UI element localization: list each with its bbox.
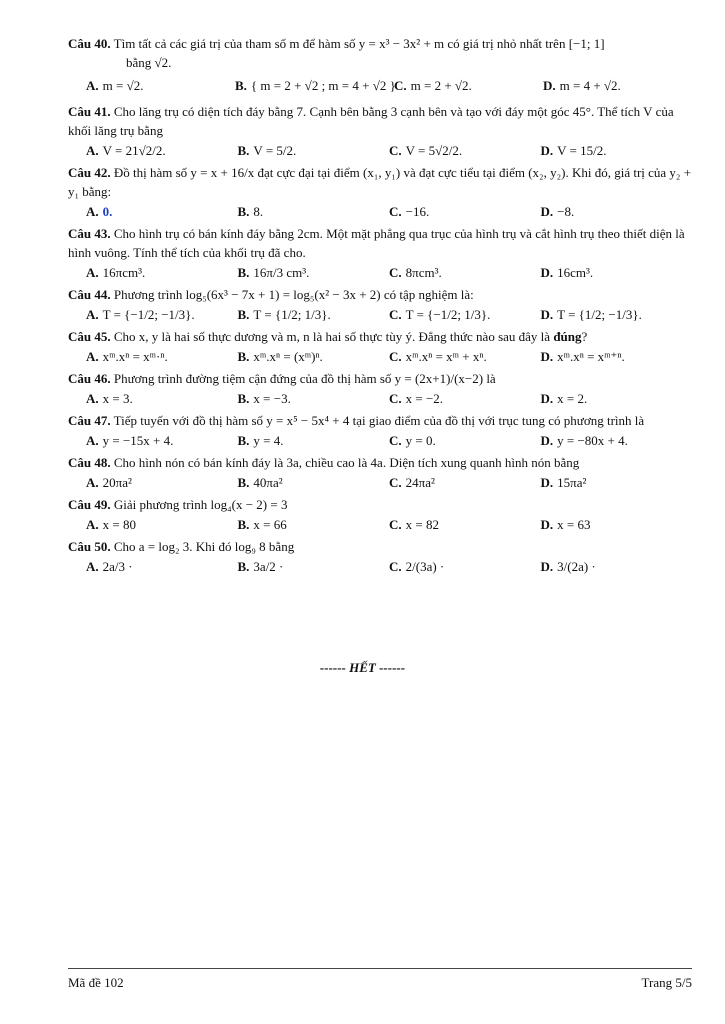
question-number: Câu 42. (68, 165, 111, 180)
option-b: B. 16π/3 cm³. (237, 265, 310, 280)
option-d: D. 15πa² (540, 475, 587, 490)
question-number: Câu 43. (68, 226, 111, 241)
option-c: C. T = {−1/2; 1/3}. (389, 307, 491, 322)
option-d: D. V = 15/2. (540, 143, 607, 158)
question-text: Giải phương trình log₄(x − 2) = 3 (113, 497, 288, 512)
option-b: B. xᵐ.xⁿ = (xᵐ)ⁿ. (237, 349, 323, 364)
option-a: A. m = √2. (86, 78, 144, 93)
question-number: Câu 48. (68, 455, 111, 470)
question-number: Câu 45. (68, 329, 111, 344)
option-b: B. x = −3. (237, 391, 291, 406)
question-text: Cho a = log₂ 3. Khi đó log₉ 8 bằng (113, 539, 295, 554)
option-d: D. y = −80x + 4. (540, 433, 628, 448)
option-b: B. 8. (237, 204, 264, 219)
option-c: C. −16. (389, 204, 430, 219)
option-c: C. V = 5√2/2. (389, 143, 463, 158)
emphasis-word: đúng (553, 329, 582, 344)
option-d: D. T = {1/2; −1/3}. (540, 307, 642, 322)
option-a: A. x = 80 (86, 517, 136, 532)
question-number: Câu 44. (68, 287, 111, 302)
exam-code: Mã đề 102 (68, 975, 124, 990)
question-50 (68, 537, 692, 556)
option-c: C. m = 2 + √2. (394, 78, 472, 93)
question-number: Câu 50. (68, 539, 111, 554)
option-c: C. x = 82 (389, 517, 439, 532)
option-b: B. 40πa² (237, 475, 283, 490)
question-text-continued: bằng √2. (126, 55, 172, 70)
option-a: A. xᵐ.xⁿ = xᵐ·ⁿ. (86, 349, 168, 364)
question-48 (68, 453, 692, 472)
option-c: C. 2/(3a) · (389, 559, 445, 574)
option-d: D. m = 4 + √2. (543, 78, 621, 93)
option-a: A. V = 21√2/2. (86, 143, 166, 158)
question-46 (68, 369, 692, 388)
option-a: A. x = 3. (86, 391, 133, 406)
option-a: A. 16πcm³. (86, 265, 146, 280)
question-text: Cho hình trụ có bán kính đáy bằng 2cm. Một mặt phẳng qua trục của hình trụ và cắt hình trụ theo thiết diện là hình vuông. Tính thể tích của khối trụ đã cho. (68, 226, 685, 260)
options-row (86, 305, 692, 325)
question-42 (68, 163, 692, 201)
question-number: Câu 41. (68, 104, 111, 119)
option-c: C. 24πa² (389, 475, 435, 490)
question-47 (68, 411, 692, 430)
options-row (86, 473, 692, 493)
options-row (86, 347, 692, 367)
option-b: B. T = {1/2; 1/3}. (237, 307, 331, 322)
options-row (86, 263, 692, 283)
question-45: Câu 45. Cho x, y là hai số thực dương và m, n là hai số thực tùy ý. Đẳng thức nào sau đây là đúng? (68, 329, 588, 344)
option-a: A. 0. (86, 204, 113, 219)
footer-divider (68, 968, 692, 969)
question-number: Câu 40. (68, 36, 111, 51)
option-c: C. 8πcm³. (389, 265, 442, 280)
question-text: Phương trình log₅(6x³ − 7x + 1) = log₅(x² − 3x + 2) có tập nghiệm là: (113, 287, 474, 302)
question-number: Câu 47. (68, 413, 111, 428)
question-text: Phương trình đường tiệm cận đứng của đồ thị hàm số y = (2x+1)/(x−2) là (113, 371, 496, 386)
question-41 (68, 102, 692, 140)
question-list (68, 34, 692, 579)
option-d: D. 16cm³. (540, 265, 594, 280)
question-text: Cho x, y là hai số thực dương và m, n là hai số thực tùy ý. Đẳng thức nào sau đây là (113, 329, 551, 344)
option-d: D. xᵐ.xⁿ = xᵐ⁺ⁿ. (540, 349, 625, 364)
question-text: Tìm tất cả các giá trị của tham số m để hàm số y = x³ − 3x² + m có giá trị nhỏ nhất trên [−1; 1] (113, 36, 605, 51)
options-row (86, 515, 692, 535)
option-a: A. T = {−1/2; −1/3}. (86, 307, 195, 322)
option-a: A. 2a/3 · (86, 559, 133, 574)
option-d: D. x = 63 (540, 517, 591, 532)
question-text: Cho lăng trụ có diện tích đáy bằng 7. Cạnh bên bằng 3 cạnh bên và tạo với đáy một góc 45°. Thể tích V của khối lăng trụ bằng (68, 104, 674, 138)
question-text: Tiếp tuyến với đồ thị hàm số y = x⁵ − 5x⁴ + 4 tại giao điểm của đồ thị với trục tung có phương trình là (113, 413, 645, 428)
option-c: C. x = −2. (389, 391, 444, 406)
end-marker: ------ HẾT ------ (319, 660, 406, 675)
question-number: Câu 46. (68, 371, 111, 386)
options-row (86, 202, 692, 222)
option-b: B. { m = 2 + √2 ; m = 4 + √2 } (235, 78, 396, 93)
options-row (86, 389, 692, 409)
question-number: Câu 49. (68, 497, 111, 512)
page-number: Trang 5/5 (641, 975, 692, 990)
option-b: B. y = 4. (237, 433, 284, 448)
question-49 (68, 495, 692, 514)
options-row (86, 557, 692, 577)
options-row (86, 141, 692, 161)
question-44 (68, 285, 692, 304)
option-c: C. xᵐ.xⁿ = xᵐ + xⁿ. (389, 349, 487, 364)
question-text: Đồ thị hàm số y = x + 16/x đạt cực đại tại điểm (x₁, y₁) và đạt cực tiểu tại điểm (x₂, y₂). Khi đó, giá trị của y₂ + y₁ bằng: (68, 165, 692, 199)
option-d: D. −8. (540, 204, 575, 219)
options-row (86, 76, 692, 96)
option-b: B. 3a/2 · (237, 559, 284, 574)
option-c: C. y = 0. (389, 433, 436, 448)
question-43 (68, 224, 692, 262)
option-a: A. y = −15x + 4. (86, 433, 174, 448)
question-40 (68, 34, 692, 53)
option-d: D. x = 2. (540, 391, 588, 406)
option-d: D. 3/(2a) · (540, 559, 596, 574)
options-row (86, 431, 692, 451)
option-b: B. x = 66 (237, 517, 287, 532)
option-b: B. V = 5/2. (237, 143, 297, 158)
question-text: Cho hình nón có bán kính đáy là 3a, chiều cao là 4a. Diện tích xung quanh hình nón bằng (113, 455, 580, 470)
option-a: A. 20πa² (86, 475, 132, 490)
